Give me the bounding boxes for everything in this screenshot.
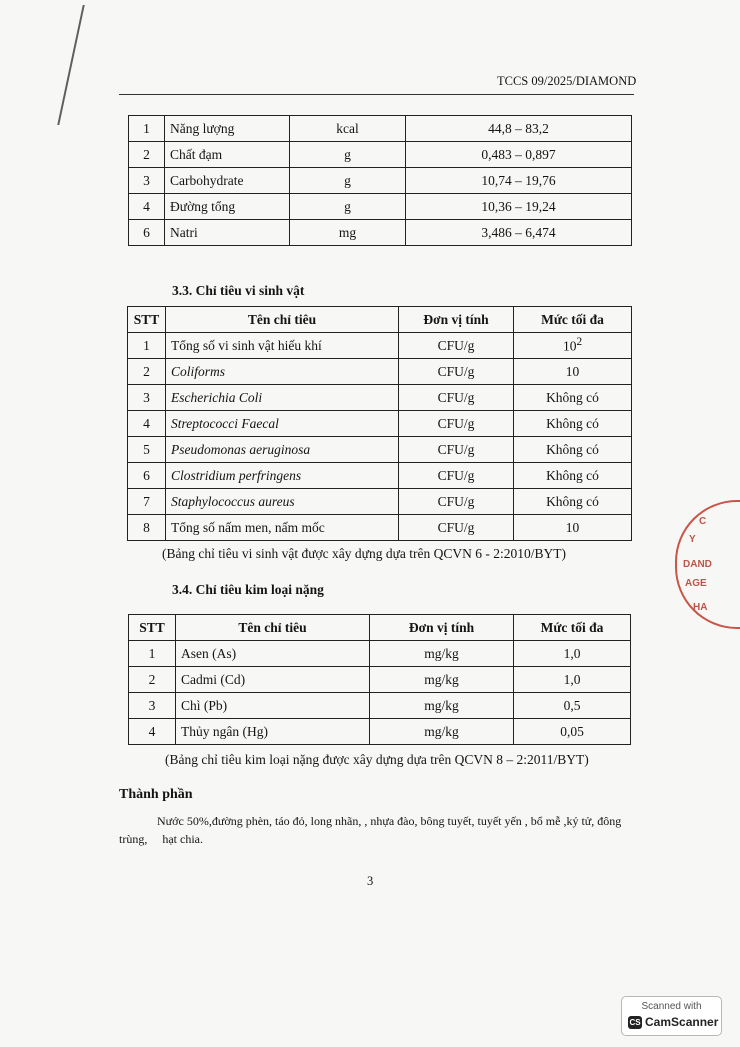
row-number: 6 [129, 220, 165, 246]
table-row [128, 463, 632, 489]
company-stamp [675, 500, 740, 629]
indicator-name: Escherichia Coli [166, 385, 399, 411]
camscanner-watermark [621, 996, 722, 1036]
table-row [128, 333, 632, 359]
table-row [128, 489, 632, 515]
max-value-cell: 10 [514, 515, 632, 541]
camscanner-name: CamScanner [645, 1015, 719, 1029]
unit-cell: CFU/g [399, 385, 514, 411]
max-value-cell: Không có [514, 437, 632, 463]
table-header-row [129, 615, 631, 641]
ingredients-line-1: Nước 50%,đường phèn, táo đỏ, long nhãn, , nhựa đào, bông tuyết, tuyết yến , bổ mễ ,kỷ tử, đông [157, 814, 622, 828]
row-number: 1 [128, 333, 166, 359]
row-number: 5 [128, 437, 166, 463]
column-header-name: Tên chỉ tiêu [176, 615, 370, 641]
unit-cell: CFU/g [399, 515, 514, 541]
heavy-metals-table [128, 614, 631, 745]
indicator-name: Pseudomonas aeruginosa [166, 437, 399, 463]
row-number: 2 [129, 142, 165, 168]
unit-cell: mg/kg [370, 641, 514, 667]
column-header-max: Mức tối đa [514, 307, 632, 333]
indicator-name: Streptococci Faecal [166, 411, 399, 437]
microbiology-note: (Bảng chỉ tiêu vi sinh vật được xây dựng dựa trên QCVN 6 - 2:2010/BYT) [162, 546, 567, 561]
camscanner-label: Scanned with [641, 1001, 702, 1012]
unit-cell: CFU/g [399, 359, 514, 385]
section-title-heavy-metals: 3.4. Chỉ tiêu kim loại nặng [172, 582, 324, 597]
max-value-cell: 0,05 [514, 719, 631, 745]
unit-cell: CFU/g [399, 437, 514, 463]
unit-cell: CFU/g [399, 489, 514, 515]
table-row [129, 641, 631, 667]
max-value-cell: Không có [514, 411, 632, 437]
unit-cell: g [290, 168, 406, 194]
row-number: 1 [129, 641, 176, 667]
column-header-unit: Đơn vị tính [399, 307, 514, 333]
column-header-stt: STT [128, 307, 166, 333]
table-row [128, 515, 632, 541]
row-number: 2 [128, 359, 166, 385]
microbiology-table [127, 306, 632, 541]
scan-page-edge [57, 5, 115, 125]
indicator-name: Cadmi (Cd) [176, 667, 370, 693]
table-row [128, 359, 632, 385]
table-row [129, 194, 632, 220]
column-header-stt: STT [129, 615, 176, 641]
page-number: 3 [367, 874, 374, 888]
max-value-base: 10 [562, 338, 577, 354]
max-value-cell: 1,0 [514, 667, 631, 693]
value-cell: 10,74 – 19,76 [406, 168, 632, 194]
indicator-name: Coliforms [166, 359, 399, 385]
ingredients-line-2: trùng, hạt chia. [119, 832, 203, 846]
table-header-row [128, 307, 632, 333]
row-number: 2 [129, 667, 176, 693]
unit-cell: g [290, 142, 406, 168]
indicator-name: Đường tổng [165, 194, 290, 220]
value-cell: 0,483 – 0,897 [406, 142, 632, 168]
row-number: 8 [128, 515, 166, 541]
table-row [129, 719, 631, 745]
heavy-metals-note: (Bảng chỉ tiêu kim loại nặng được xây dựng dựa trên QCVN 8 – 2:2011/BYT) [165, 752, 589, 767]
indicator-name: Staphylococcus aureus [166, 489, 399, 515]
table-row [128, 385, 632, 411]
unit-cell: CFU/g [399, 333, 514, 359]
indicator-name: Clostridium perfringens [166, 463, 399, 489]
stamp-text: AGE [685, 578, 707, 589]
unit-cell: CFU/g [399, 411, 514, 437]
row-number: 4 [129, 194, 165, 220]
row-number: 3 [129, 693, 176, 719]
table-row [129, 168, 632, 194]
stamp-text: C [699, 516, 707, 527]
stamp-text: DAND [683, 559, 712, 570]
document-code: TCCS 09/2025/DIAMOND [497, 74, 637, 88]
unit-cell: mg/kg [370, 667, 514, 693]
column-header-name: Tên chỉ tiêu [166, 307, 399, 333]
max-value-cell: 10 [514, 359, 632, 385]
indicator-name: Natri [165, 220, 290, 246]
indicator-name: Carbohydrate [165, 168, 290, 194]
max-value-cell: 1,0 [514, 641, 631, 667]
indicator-name: Thủy ngân (Hg) [176, 719, 370, 745]
row-number: 3 [128, 385, 166, 411]
table-row [128, 437, 632, 463]
unit-cell: g [290, 194, 406, 220]
stamp-text: HA [693, 602, 708, 613]
row-number: 3 [129, 168, 165, 194]
max-value-cell: Không có [514, 489, 632, 515]
max-value-cell: 0,5 [514, 693, 631, 719]
row-number: 6 [128, 463, 166, 489]
unit-cell: kcal [290, 116, 406, 142]
nutrition-table [128, 115, 632, 246]
indicator-name: Tổng số vi sinh vật hiếu khí [166, 333, 399, 359]
camscanner-logo-icon: CS [629, 1018, 641, 1027]
row-number: 1 [129, 116, 165, 142]
stamp-text: Y [689, 534, 696, 545]
indicator-name: Năng lượng [165, 116, 290, 142]
column-header-unit: Đơn vị tính [370, 615, 514, 641]
row-number: 4 [128, 411, 166, 437]
column-header-max: Mức tối đa [514, 615, 631, 641]
row-number: 4 [129, 719, 176, 745]
table-row [129, 116, 632, 142]
indicator-name: Asen (As) [176, 641, 370, 667]
value-cell: 44,8 – 83,2 [406, 116, 632, 142]
unit-cell: CFU/g [399, 463, 514, 489]
ingredients-title: Thành phần [119, 787, 193, 802]
unit-cell: mg [290, 220, 406, 246]
row-number: 7 [128, 489, 166, 515]
value-cell: 3,486 – 6,474 [406, 220, 632, 246]
max-value-cell: Không có [514, 385, 632, 411]
header-rule [119, 94, 634, 95]
table-row [129, 220, 632, 246]
max-value-cell [514, 333, 632, 359]
table-row [128, 411, 632, 437]
max-value-exponent: 2 [576, 336, 583, 349]
unit-cell: mg/kg [370, 693, 514, 719]
table-row [129, 667, 631, 693]
section-title-microbiology: 3.3. Chỉ tiêu vi sinh vật [172, 283, 305, 298]
table-row [129, 693, 631, 719]
indicator-name: Tổng số nấm men, nấm mốc [166, 515, 399, 541]
value-cell: 10,36 – 19,24 [406, 194, 632, 220]
indicator-name: Chất đạm [165, 142, 290, 168]
table-row [129, 142, 632, 168]
unit-cell: mg/kg [370, 719, 514, 745]
max-value-cell: Không có [514, 463, 632, 489]
indicator-name: Chì (Pb) [176, 693, 370, 719]
